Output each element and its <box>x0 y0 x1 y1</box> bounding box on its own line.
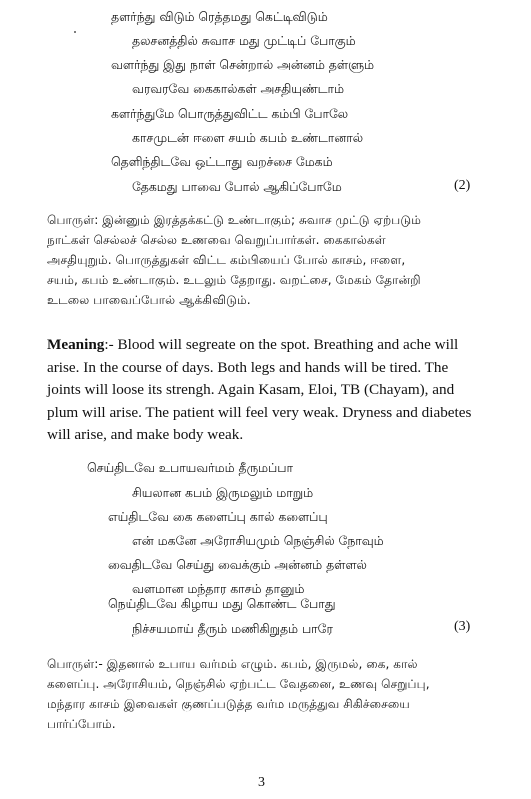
verse-line: வரவரவே கைகால்கள் அசதியுண்டாம் <box>132 81 344 96</box>
verse-line: தலசனத்தில் சுவாச மது முட்டிப் போகும் <box>132 33 356 48</box>
stray-mark <box>74 31 76 33</box>
paragraph-line: உடலை பாவைப்போல் ஆக்கிவிடும். <box>47 293 251 307</box>
meaning-line: plum will arise. The patient will feel very weak. Dryness and diabetes <box>47 403 472 421</box>
meaning-line: will arise, and make body weak. <box>47 426 244 444</box>
meaning-paragraph <box>47 334 492 447</box>
verse-line: தெளிந்திடவே ஒட்டாது வறச்சை மேகம் <box>111 154 333 169</box>
verse-line: தேகமது பாவை போல் ஆகிப்போமே <box>132 179 342 194</box>
verse-number: (3) <box>454 619 471 634</box>
paragraph-line: அசதியுறும். பொருத்துகள் விட்ட கம்பியைப் போல் காசம், ஈளை, <box>47 253 406 267</box>
verse-line: களர்ந்துமே பொருத்துவிட்ட கம்பி போலே <box>111 106 349 121</box>
meaning-line: joints will loose its strengh. Again Kasam, Eloi, TB (Chayam), and <box>47 381 455 399</box>
page-number: 3 <box>258 775 265 790</box>
verse-line: நிச்சயமாய் தீரும் மணிகிறுதம் பாரே <box>132 621 333 636</box>
paragraph-line: பொருள்:- இதனால் உபாய வர்மம் எழும். கபம், இருமல், கை, கால் <box>47 657 418 671</box>
paragraph-line: பொருள்: இன்னும் இரத்தக்கட்டு உண்டாகும்; சுவாச முட்டு ஏற்படும் <box>47 213 422 227</box>
verse-line: காசமுடன் ஈளை சயம் கபம் உண்டானால் <box>132 130 363 145</box>
verse-line: வளர்ந்து இது நாள் சென்றால் அன்னம் தள்ளும் <box>111 57 374 72</box>
porul-paragraph-1 <box>47 210 487 310</box>
meaning-line: arise. In the course of days. Both legs and hands will be tired. The <box>47 358 449 376</box>
verse-line: செய்திடவே உபாயவர்மம் தீருமப்பா <box>87 460 293 475</box>
porul-paragraph-2 <box>47 654 487 734</box>
paragraph-line: பார்ப்போம். <box>47 717 116 731</box>
verse-line: எய்திடவே கை களைப்பு கால் களைப்பு <box>108 509 328 524</box>
meaning-first-line: :- Blood will segreate on the spot. Breathing and ache will <box>104 336 459 353</box>
verse-line: வைதிடவே செய்து வைக்கும் அன்னம் தள்ளல் <box>108 557 367 572</box>
verse-number: (2) <box>454 178 471 193</box>
verse-line: தளர்ந்து விடும் ரெத்தமது கெட்டிவிடும் <box>111 9 328 24</box>
paragraph-line: களைப்பு. அரோசியம், நெஞ்சில் ஏற்பட்ட வேதனை, உணவு செறுப்பு, <box>47 677 430 691</box>
verse-line: சியலான கபம் இருமலும் மாறும் <box>132 485 314 500</box>
paragraph-line: சயம், கபம் உண்டாகும். உடலும் தேறாது. வறட்சை, மேகம் தோன்றி <box>47 273 421 287</box>
verse-line: என் மகனே அரோசியமும் நெஞ்சில் நோவும் <box>132 533 384 548</box>
verse-line: நெய்திடவே கிழாய மது கொண்ட போது <box>108 596 336 611</box>
verse-line: வளமான மந்தார காசம் தானும் <box>132 581 305 596</box>
paragraph-line: நாட்கள் செல்லச் செல்ல உணவை வெறுப்பார்கள். கைகால்கள் <box>47 233 386 247</box>
paragraph-line: மந்தார காசம் இவைகள் குணப்படுத்த வர்ம மருத்துவ சிகிச்சையை <box>47 697 410 711</box>
meaning-label: Meaning <box>47 336 105 353</box>
